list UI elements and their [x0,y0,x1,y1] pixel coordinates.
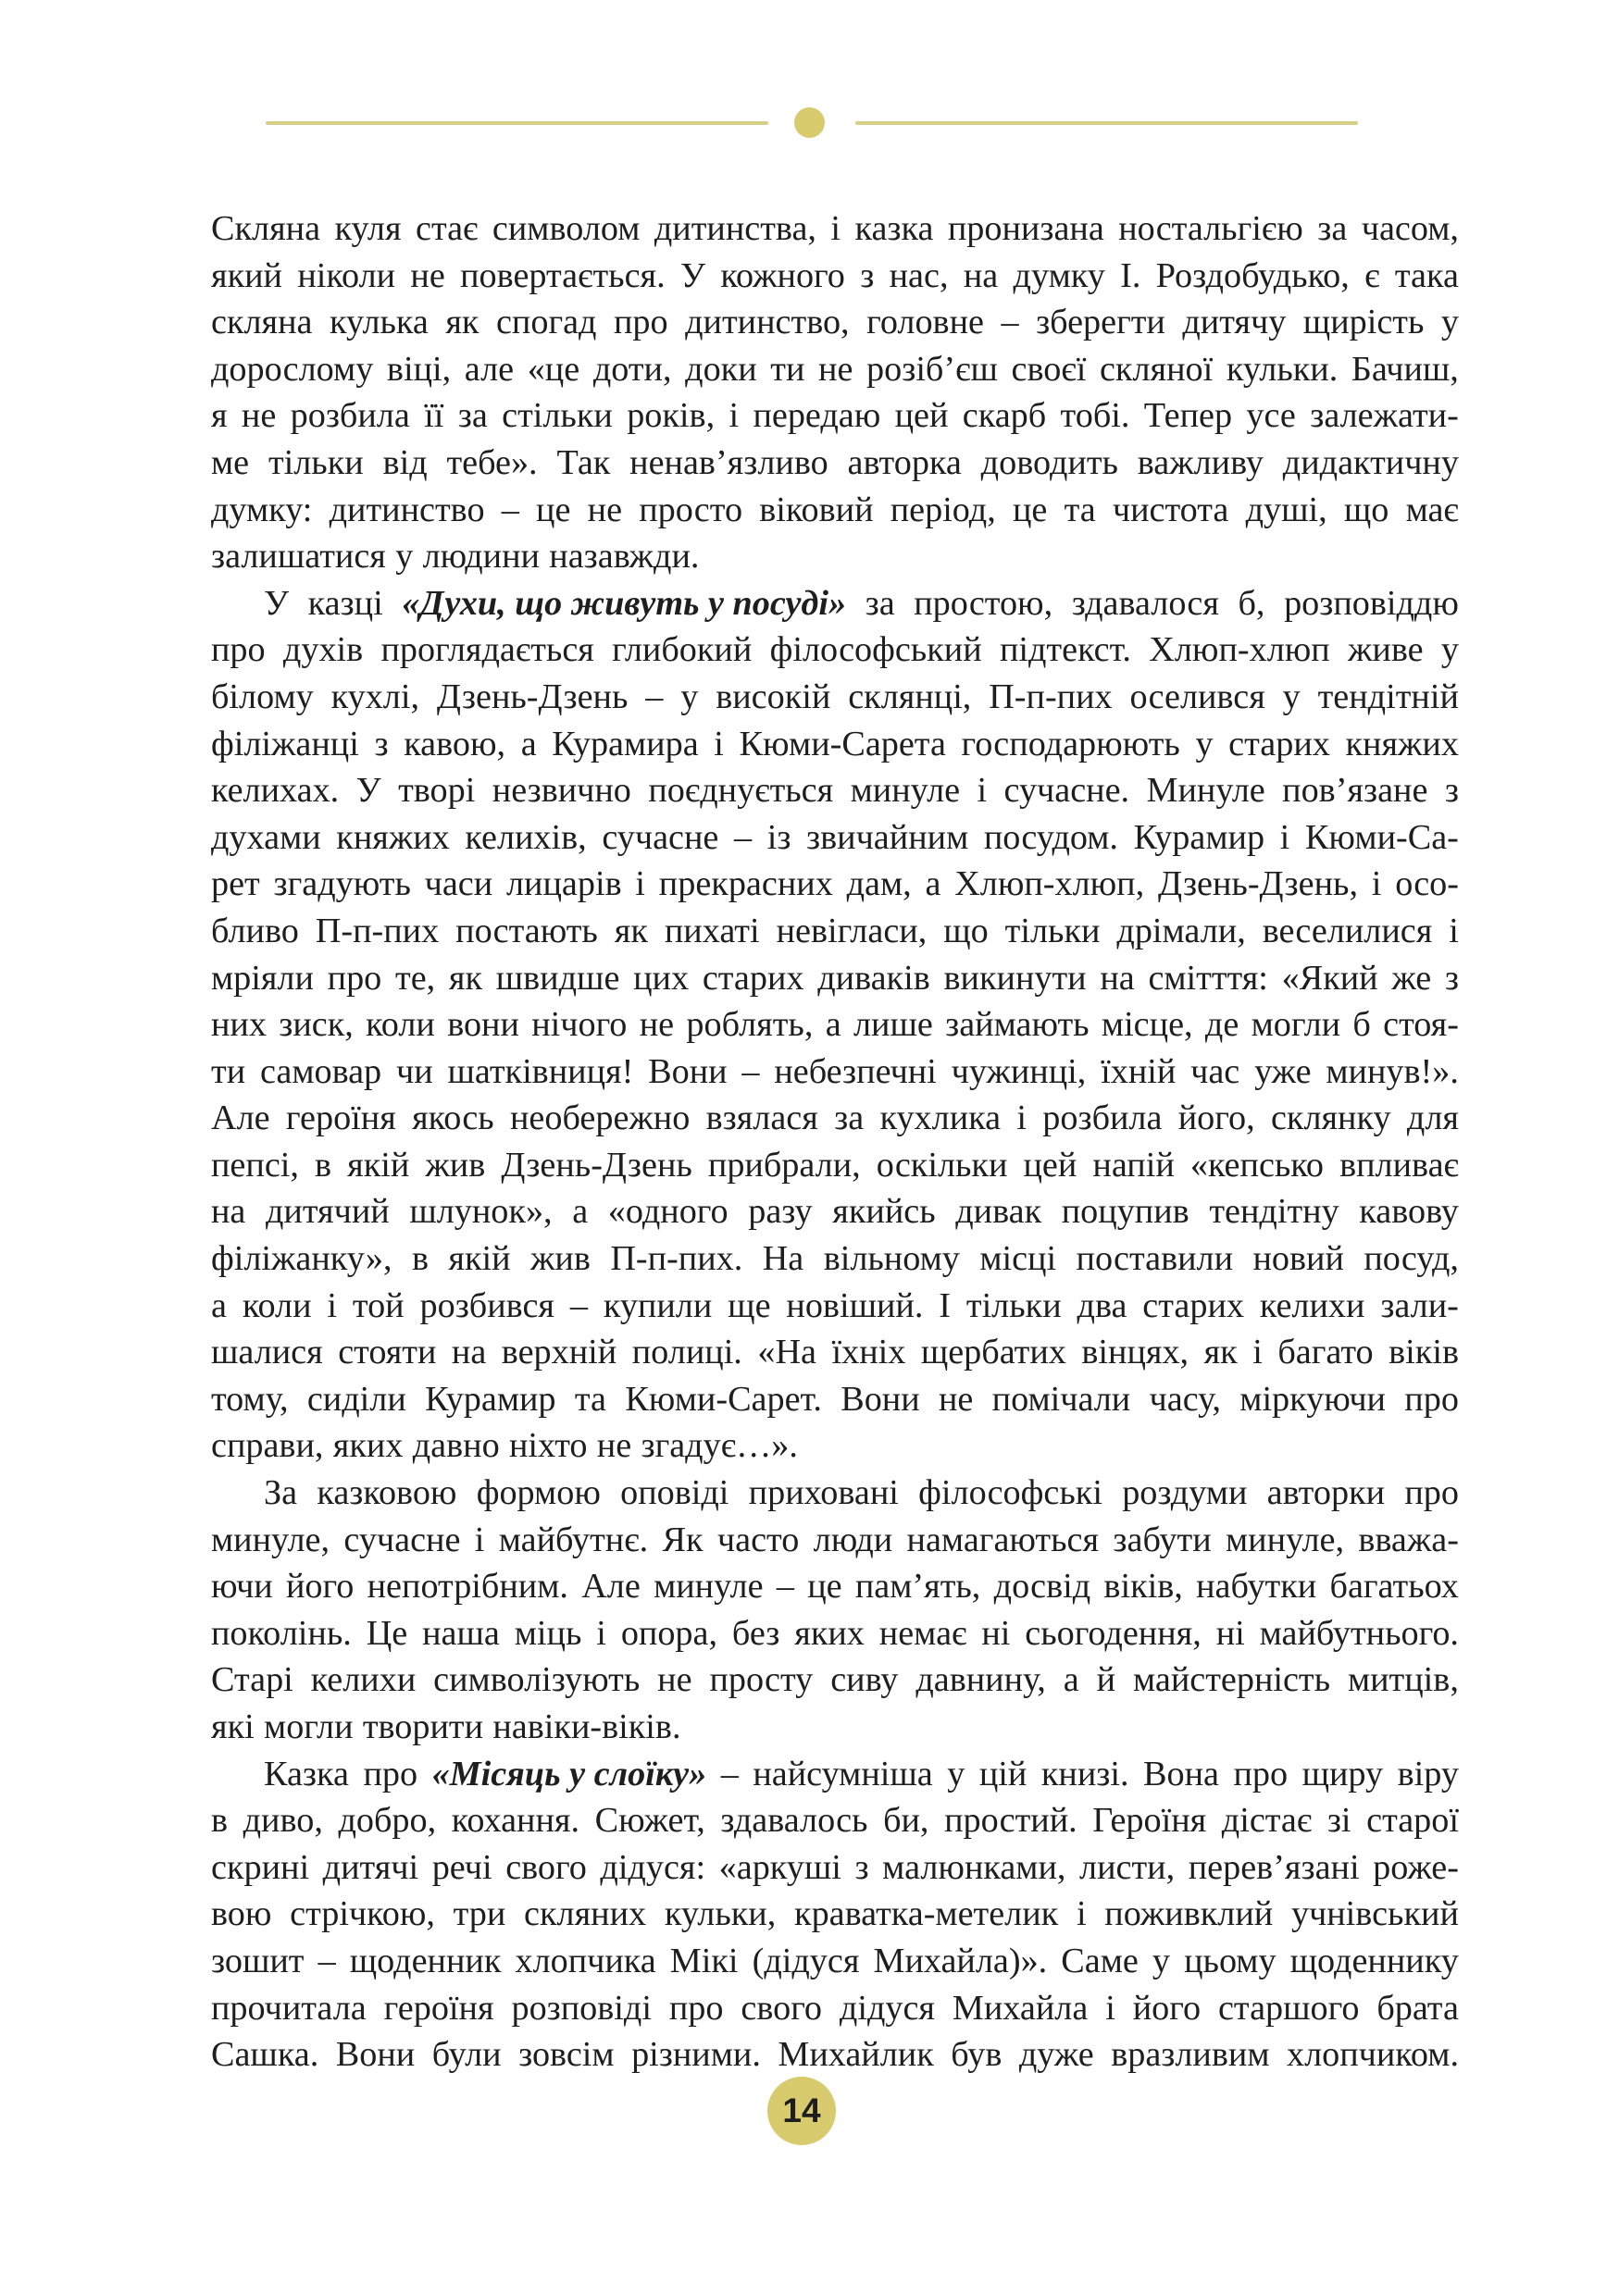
text-line: минуле, сучасне і майбутнє. Як часто люди намагаються забути минуле, вважа- [211,1520,1459,1559]
text-line: ме тільки від тебе». Так ненав’язливо авторка доводить важливу дидактичну [211,442,1459,482]
ornament-line-left [266,121,768,125]
text-line: дорослому віці, але «це доти, доки ти не розіб’єш своєї скляної кульки. Бачиш, [211,349,1459,389]
text-line: Казка про «Місяць у слоїку» – найсумніша у цій книзі. Вона про щиру віру [211,1751,1459,1798]
text-line: Скляна куля стає символом дитинства, і казка пронизана ностальгією за часом, [211,209,1459,248]
story-title: «Місяць у слоїку» [431,1754,707,1793]
header-ornament [266,105,1358,142]
story-title: «Духи, що живуть у посуді» [402,583,847,623]
text-line: я не розбила її за стільки років, і передаю цей скарб тобі. Тепер усе залежати- [211,396,1459,436]
text-line: рет згадують часи лицарів і прекрасних дам, а Хлюп-хлюп, Дзень-Дзень, і осо- [211,864,1459,904]
body-text [211,205,1459,2079]
text-line: ти самовар чи шатківниця! Вони – небезпечні чужинці, їхній час уже минув!». [211,1051,1459,1091]
text-line: думку: дитинство – це не просто віковий період, це та чистота душі, що має [211,490,1459,529]
text-line: Але героїня якось необережно взялася за кухлика і розбила його, склянку для [211,1098,1459,1138]
text-line: справи, яких давно ніхто не згадує…». [211,1426,798,1466]
text-line: пепсі, в якій жив Дзень-Дзень прибрали, оскільки цей напій «кепсько впливає [211,1145,1459,1185]
text-line: ючи його непотрібним. Але минуле – це пам’ять, досвід віків, набутки багатьох [211,1567,1459,1607]
text-line: духами княжих келихів, сучасне – із звичайним посудом. Курамир і Кюми-Са- [211,817,1459,857]
text-line: поколінь. Це наша міць і опора, без яких немає ні сьогодення, ні майбутнього. [211,1613,1459,1653]
text-line: прочитала героїня розповіді про свого дідуся Михайла і його старшого брата [211,1988,1459,2028]
text-line: У казці «Духи, що живуть у посуді» за простою, здавалося б, розповіддю [211,580,1459,627]
text-line: За казковою формою оповіді приховані філософські роздуми авторки про [264,1473,1459,1513]
text-line: а коли і той розбився – купили ще новіший. І тільки два старих келихи зали- [211,1285,1459,1325]
text-line: них зиск, коли вони нічого не роблять, а лише займають місце, де могли б стоя- [211,1005,1459,1045]
text-line: скляна кулька як спогад про дитинство, головне – зберегти дитячу щирість у [211,303,1459,342]
text-line: які могли творити навіки-віків. [211,1707,681,1746]
text-line: в диво, добро, кохання. Сюжет, здавалось би, простий. Героїня дістає зі старої [211,1801,1459,1841]
ornament-dot [794,107,825,138]
text-line: білому кухлі, Дзень-Дзень – у високій склянці, П-п-пих оселився у тендітній [211,676,1459,716]
ornament-line-right [855,121,1358,125]
text-line: залишатися у людини назавжди. [211,537,700,577]
text-line: зошит – щоденник хлопчика Мікі (дідуся Михайла)». Саме у цьому щоденнику [211,1941,1459,1980]
text-line: вою стрічкою, три скляних кульки, краватка-метелик і поживклий учнівський [211,1894,1459,1934]
page-number: 14 [767,2077,836,2145]
text-line: Сашка. Вони були зовсім різними. Михайлик був дуже вразливим хлопчиком. [211,2035,1459,2075]
text-line: мріяли про те, як швидше цих старих диваків викинути на смітття: «Який же з [211,958,1459,998]
text-line: Старі келихи символізують не просту сиву давнину, а й майстерність митців, [211,1660,1459,1700]
text-line: на дитячий шлунок», а «одного разу якийсь дивак поцупив тендітну кавову [211,1192,1459,1232]
text-line: скрині дитячі речі свого дідуся: «аркуші з малюнками, листи, перев’язані роже- [211,1847,1459,1887]
text-line: філіжанку», в якій жив П-п-пих. На вільному місці поставили новий посуд, [211,1239,1459,1279]
text-line: тому, сиділи Курамир та Кюми-Сарет. Вони не помічали часу, міркуючи про [211,1379,1459,1419]
text-line: шалися стояти на верхній полиці. «На їхніх щербатих вінцях, як і багато віків [211,1333,1459,1372]
text-line: який ніколи не повертається. У кожного з нас, на думку І. Роздобудько, є така [211,255,1459,295]
text-line: келихах. У творі незвично поєднується минуле і сучасне. Минуле пов’язане з [211,771,1459,811]
text-line: про духів проглядається глибокий філософський підтекст. Хлюп-хлюп живе у [211,630,1459,670]
text-line: філіжанці з кавою, а Курамира і Кюми-Сарета господарюють у старих княжих [211,724,1459,763]
text-line: бливо П-п-пих постають як пихаті невігласи, що тільки дрімали, веселилися і [211,911,1459,950]
